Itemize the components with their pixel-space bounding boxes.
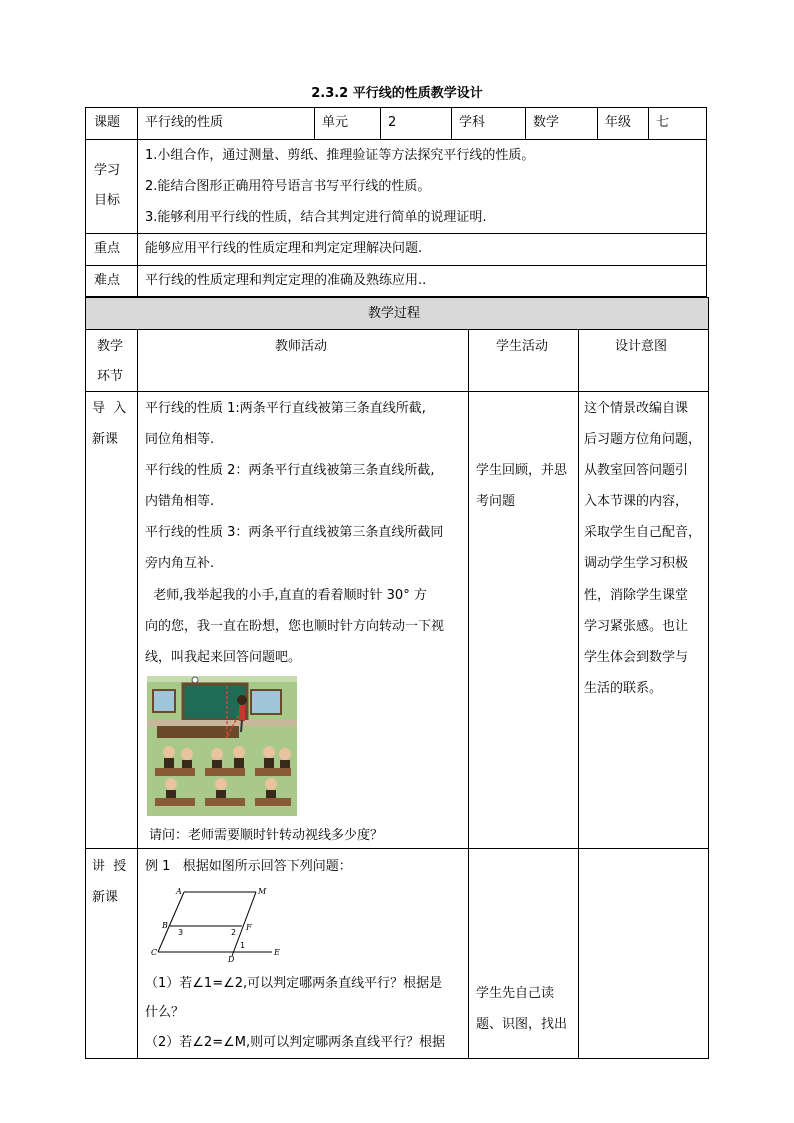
design-line: 调动学生学习积极: [584, 556, 689, 571]
teacher-line: 内错角相等.: [145, 494, 215, 509]
intro-question: 请问：老师需要顺时针转动视线多少度？: [149, 828, 384, 843]
label-e: E: [274, 948, 280, 957]
lecture-stage-line1: 讲 授: [92, 859, 127, 874]
design-line: 这个情景改编自课: [584, 401, 689, 416]
angle-1-label: 1: [240, 941, 246, 950]
teacher-line: 平行线的性质 1:两条平行直线被第三条直线所截,: [145, 401, 426, 416]
design-line: 后习题方位角问题，: [584, 432, 702, 447]
col-stage-line2: 环节: [97, 369, 124, 384]
goals-label-2: 目标: [94, 193, 121, 208]
teacher-line: 老师,我举起我的小手,直直的看着顺时针 30° 方: [145, 588, 427, 603]
page-title: 2.3.2 平行线的性质教学设计: [311, 86, 483, 101]
student-line: 学生回顾，并思: [476, 463, 568, 478]
label-a: A: [176, 887, 182, 896]
col-stage-line1: 教学: [97, 339, 124, 354]
col-teacher: 教师活动: [275, 339, 328, 354]
label-f: F: [246, 923, 252, 932]
grade-value: 七: [656, 115, 670, 130]
goals-label-1: 学习: [94, 163, 121, 178]
intro-stage-line2: 新课: [92, 432, 119, 447]
label-c: C: [151, 948, 158, 957]
design-line: 采取学生自己配音，: [584, 525, 702, 540]
subject-label: 学科: [459, 115, 486, 130]
angle-3-label: 3: [178, 928, 184, 937]
question-2-line1: （2）若∠2=∠M,则可以判定哪两条直线平行？根据: [145, 1035, 446, 1050]
difficulty-text: 平行线的性质定理和判定定理的准确及熟练应用..: [145, 273, 427, 288]
goal-item: 2.能结合图形正确用符号语言书写平行线的性质。: [145, 179, 431, 194]
teacher-line: 平行线的性质 2：两条平行直线被第三条直线所截,: [145, 463, 435, 478]
key-point-label: 重点: [94, 241, 121, 256]
unit-label: 单元: [322, 115, 349, 130]
question-1-line2: 什么？: [145, 1005, 185, 1020]
design-line: 入本节课的内容，: [584, 494, 689, 509]
subject-value: 数学: [533, 115, 560, 130]
design-line: 学习紧张感。也让: [584, 619, 689, 634]
intro-stage-line1: 导 入: [92, 401, 127, 416]
unit-value: 2: [388, 115, 397, 130]
key-point-text: 能够应用平行线的性质定理和判定定理解决问题.: [145, 241, 423, 256]
teacher-line: 向的您，我一直在盼想，您也顺时针方向转动一下视: [145, 619, 445, 634]
topic-label: 课题: [94, 115, 121, 130]
goal-item: 1.小组合作，通过测量、剪纸、推理验证等方法探究平行线的性质。: [145, 148, 535, 163]
example-title: 例 1 根据如图所示回答下列问题：: [145, 859, 352, 874]
design-line: 从教室回答问题引: [584, 463, 689, 478]
geometry-figure: [148, 882, 284, 962]
grade-label: 年级: [605, 115, 632, 130]
lecture-stage-line2: 新课: [92, 890, 119, 905]
teacher-line: 旁内角互补.: [145, 556, 215, 571]
label-d: D: [228, 955, 235, 962]
difficulty-label: 难点: [94, 273, 121, 288]
label-b: B: [162, 921, 168, 930]
design-line: 生活的联系。: [584, 681, 663, 696]
design-line: 学生体会到数学与: [584, 650, 689, 665]
teacher-line: 线，叫我起来回答问题吧。: [145, 650, 302, 665]
student-line: 考问题: [476, 494, 516, 509]
classroom-illustration: [147, 676, 297, 816]
col-student: 学生活动: [496, 339, 549, 354]
label-m: M: [258, 887, 267, 896]
lecture-student-line: 题、识图，找出: [476, 1017, 568, 1032]
topic-value: 平行线的性质: [145, 115, 224, 130]
col-design: 设计意图: [615, 339, 668, 354]
lecture-student-line: 学生先自己读: [476, 986, 555, 1001]
teacher-line: 同位角相等.: [145, 432, 215, 447]
question-1-line1: （1）若∠1=∠2,可以判定哪两条直线平行？根据是: [145, 976, 443, 991]
goal-item: 3.能够利用平行线的性质，结合其判定进行简单的说理证明.: [145, 210, 487, 225]
angle-2-label: 2: [231, 928, 237, 937]
process-header: 教学过程: [368, 306, 421, 321]
teacher-line: 平行线的性质 3：两条平行直线被第三条直线所截同: [145, 525, 444, 540]
design-line: 性，消除学生课堂: [584, 588, 689, 603]
